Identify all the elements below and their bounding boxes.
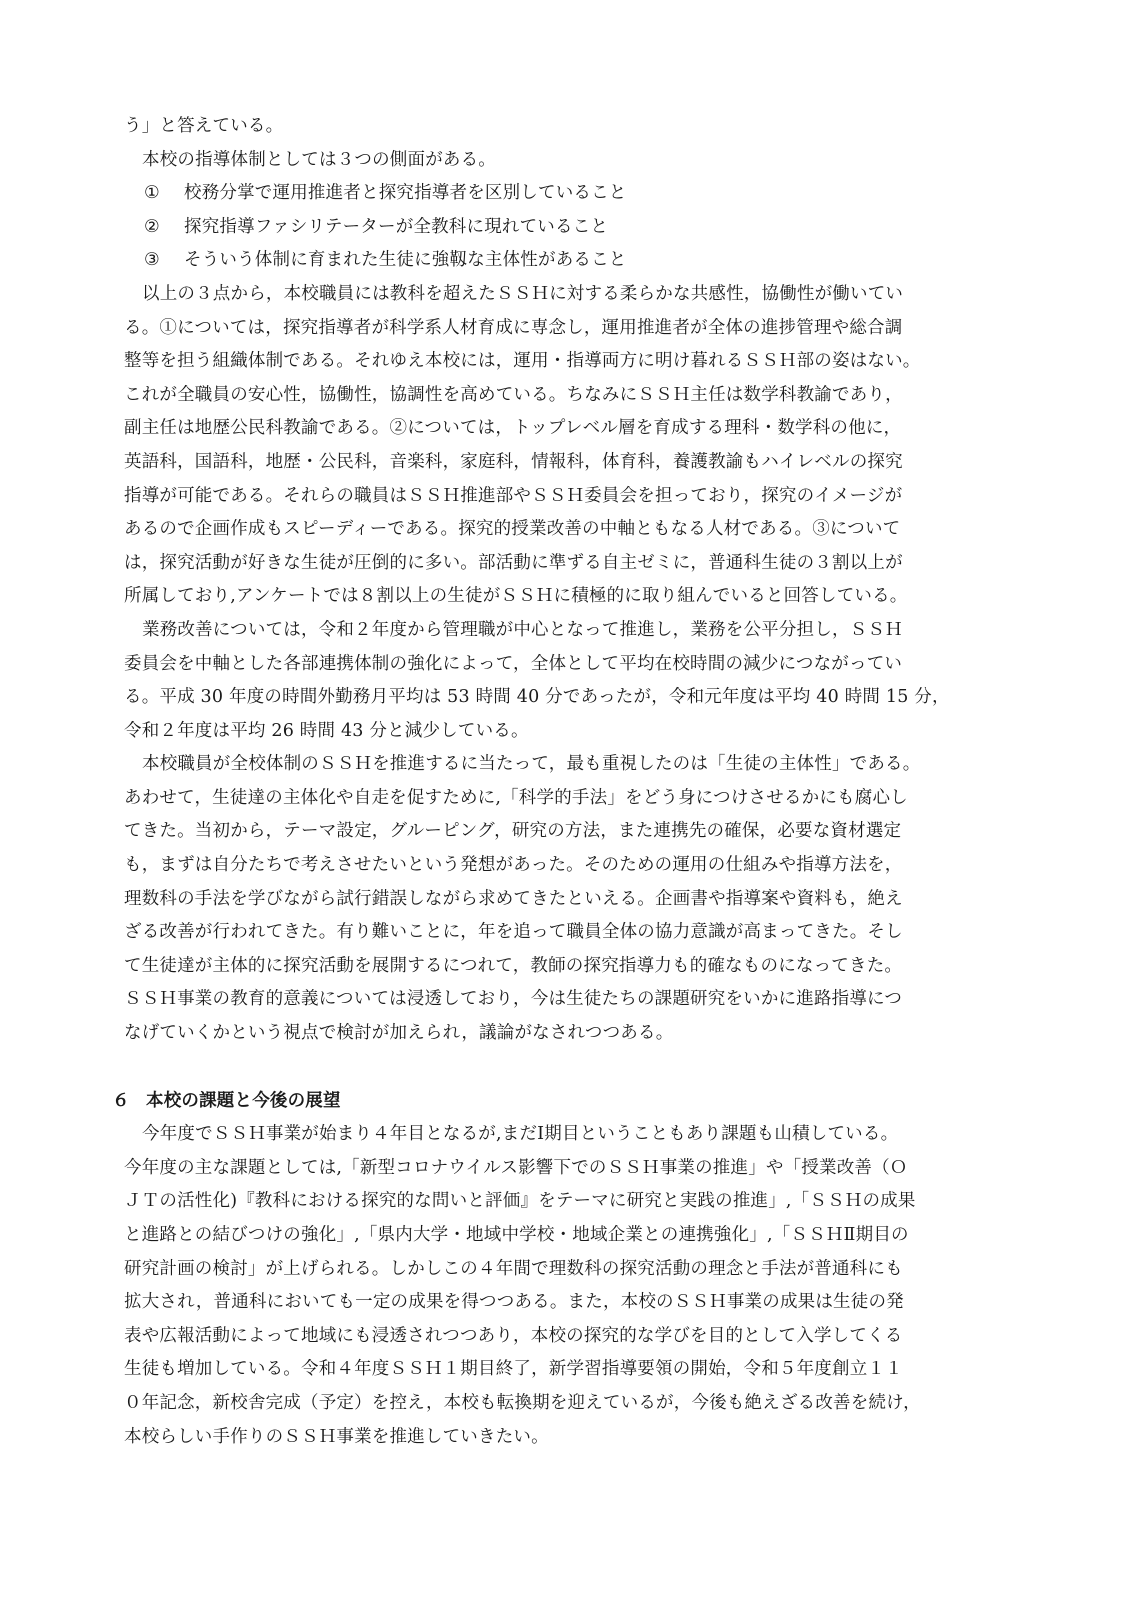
list-number: ③ [144, 250, 160, 271]
text-line: ざる改善が行われてきた。有り難いことに，年を追って職員全体の協力意識が高まってきた。そし [124, 922, 903, 943]
text-line: 本校職員が全校体制のＳＳＨを推進するに当たって，最も重視したのは「生徒の主体性」である。 [142, 754, 921, 775]
paragraph-intro [124, 110, 1014, 144]
text-line: 所属しており,アンケートでは８割以上の生徒がＳＳＨに積極的に取り組んでいると回答している。 [124, 586, 908, 607]
text-line: 整等を担う組織体制である。それゆえ本校には，運用・指導両方に明け暮れるＳＳＨ部の姿はない。 [124, 351, 921, 372]
list-item [124, 177, 1014, 211]
section-spacer [124, 1051, 1014, 1085]
text-line: 指導が可能である。それらの職員はＳＳＨ推進部やＳＳＨ委員会を担っており，探究のイメージが [124, 485, 903, 506]
text-line: と進路との結びつけの強化」,「県内大学・地域中学校・地域企業との連携強化」,「ＳＳＨⅡ期目の [124, 1225, 909, 1245]
text-line: 以上の３点から，本校職員には教科を超えたＳＳＨに対する柔らかな共感性，協働性が働いてい [142, 283, 904, 304]
text-line: 拡大され，普通科においても一定の成果を得つつある。また，本校のＳＳＨ事業の成果は生徒の発 [124, 1292, 904, 1313]
list-text: 探究指導ファシリテーターが全教科に現れていること [184, 216, 609, 237]
text-line: 委員会を中軸とした各部連携体制の強化によって，全体として平均在校時間の減少につながってい [124, 653, 903, 674]
text-line: 理数科の手法を学びながら試行錯誤しながら求めてきたといえる。企画書や指導案や資料も，絶え [124, 888, 903, 909]
text-line: 生徒も増加している。令和４年度ＳＳＨ１期目終了，新学習指導要領の開始，令和５年度創立１１ [124, 1359, 903, 1380]
list-text: 校務分掌で運用推進者と探究指導者を区別していること [184, 183, 627, 204]
list-number: ② [144, 216, 160, 237]
text-line: 業務改善については，令和２年度から管理職が中心となって推進し，業務を公平分担し，ＳＳＨ [142, 619, 903, 640]
text-line: 今年度でＳＳＨ事業が始まり４年目となるが,まだⅠ期目ということもあり課題も山積している。 [142, 1124, 899, 1145]
text-line: あるので企画作成もスピーディーである。探究的授業改善の中軸ともなる人材である。③について [124, 519, 901, 540]
text-line: 今年度の主な課題としては,「新型コロナウイルス影響下でのＳＳＨ事業の推進」や「授業改善（Ｏ [124, 1157, 908, 1178]
numbered-list [124, 177, 1014, 278]
text-line: なげていくかという視点で検討が加えられ，議論がなされつつある。 [124, 1023, 674, 1044]
text-line: 研究計画の検討」が上げられる。しかしこの４年間で理数科の探究活動の理念と手法が普通科にも [124, 1258, 903, 1279]
paragraph-three-points [124, 278, 1014, 614]
text-line: も，まずは自分たちで考えさせたいという発想があった。そのための運用の仕組みや指導方法を， [124, 855, 903, 876]
text-line: 英語科，国語科，地歴・公民科，音楽科，家庭科，情報科，体育科，養護教諭もハイレベルの探究 [124, 451, 903, 472]
section-title: 本校の課題と今後の展望 [146, 1090, 341, 1111]
document-page [112, 110, 1014, 1454]
text-line: ＳＳＨ事業の教育的意義については浸透しており，今は生徒たちの課題研究をいかに進路指導につ [124, 989, 903, 1010]
text-line: てきた。当初から，テーマ設定，グルーピング，研究の方法，また連携先の確保，必要な資材選定 [124, 821, 902, 842]
text-line: これが全職員の安心性，協働性，協調性を高めている。ちなみにＳＳＨ主任は数学科教諭であり， [124, 384, 903, 405]
text-line: る。平成 30 年度の時間外勤務月平均は 53 時間 40 分であったが，令和元年度は平均 40 時間 15 分， [124, 687, 950, 708]
text-line: ０年記念，新校舎完成（予定）を控え，本校も転換期を迎えているが，今後も絶えざる改善を続け， [124, 1392, 921, 1413]
text-line: 令和２年度は平均 26 時間 43 分と減少している。 [124, 720, 529, 741]
paragraph-issues-outlook [124, 1118, 1014, 1454]
section-heading [112, 1085, 1014, 1119]
list-item [124, 244, 1014, 278]
list-text: そういう体制に育まれた生徒に強靱な主体性があること [184, 250, 627, 271]
list-item [124, 211, 1014, 245]
text-line: う」と答えている。 [124, 116, 284, 136]
text-line: 表や広報活動によって地域にも浸透されつつあり，本校の探究的な学びを目的として入学してくる [124, 1325, 903, 1346]
text-line: 本校らしい手作りのＳＳＨ事業を推進していきたい。 [124, 1426, 549, 1447]
text-line: は，探究活動が好きな生徒が圧倒的に多い。部活動に準ずる自主ゼミに，普通科生徒の３割以上が [124, 552, 903, 573]
list-number: ① [144, 183, 160, 204]
section-number: ６ [112, 1090, 130, 1111]
text-line: 本校の指導体制としては３つの側面がある。 [142, 149, 496, 170]
paragraph-staff [124, 748, 1014, 1050]
paragraph-guidance-system [124, 144, 1014, 178]
text-line: て生徒達が主体的に探究活動を展開するにつれて，教師の探究指導力も的確なものになってきた。 [124, 955, 903, 976]
text-line: ＪＴの活性化)『教科における探究的な問いと評価』をテーマに研究と実践の推進」,「ＳＳＨの成果 [124, 1191, 916, 1212]
text-line: 副主任は地歴公民科教諭である。②については，トップレベル層を育成する理科・数学科の他に， [124, 418, 902, 439]
text-line: る。①については，探究指導者が科学系人材育成に専念し，運用推進者が全体の進捗管理や総合調 [124, 317, 903, 338]
paragraph-work-improvement [124, 614, 1014, 748]
text-line: あわせて，生徒達の主体化や自走を促すために,「科学的手法」をどう身につけさせるかにも腐心し [124, 787, 908, 808]
